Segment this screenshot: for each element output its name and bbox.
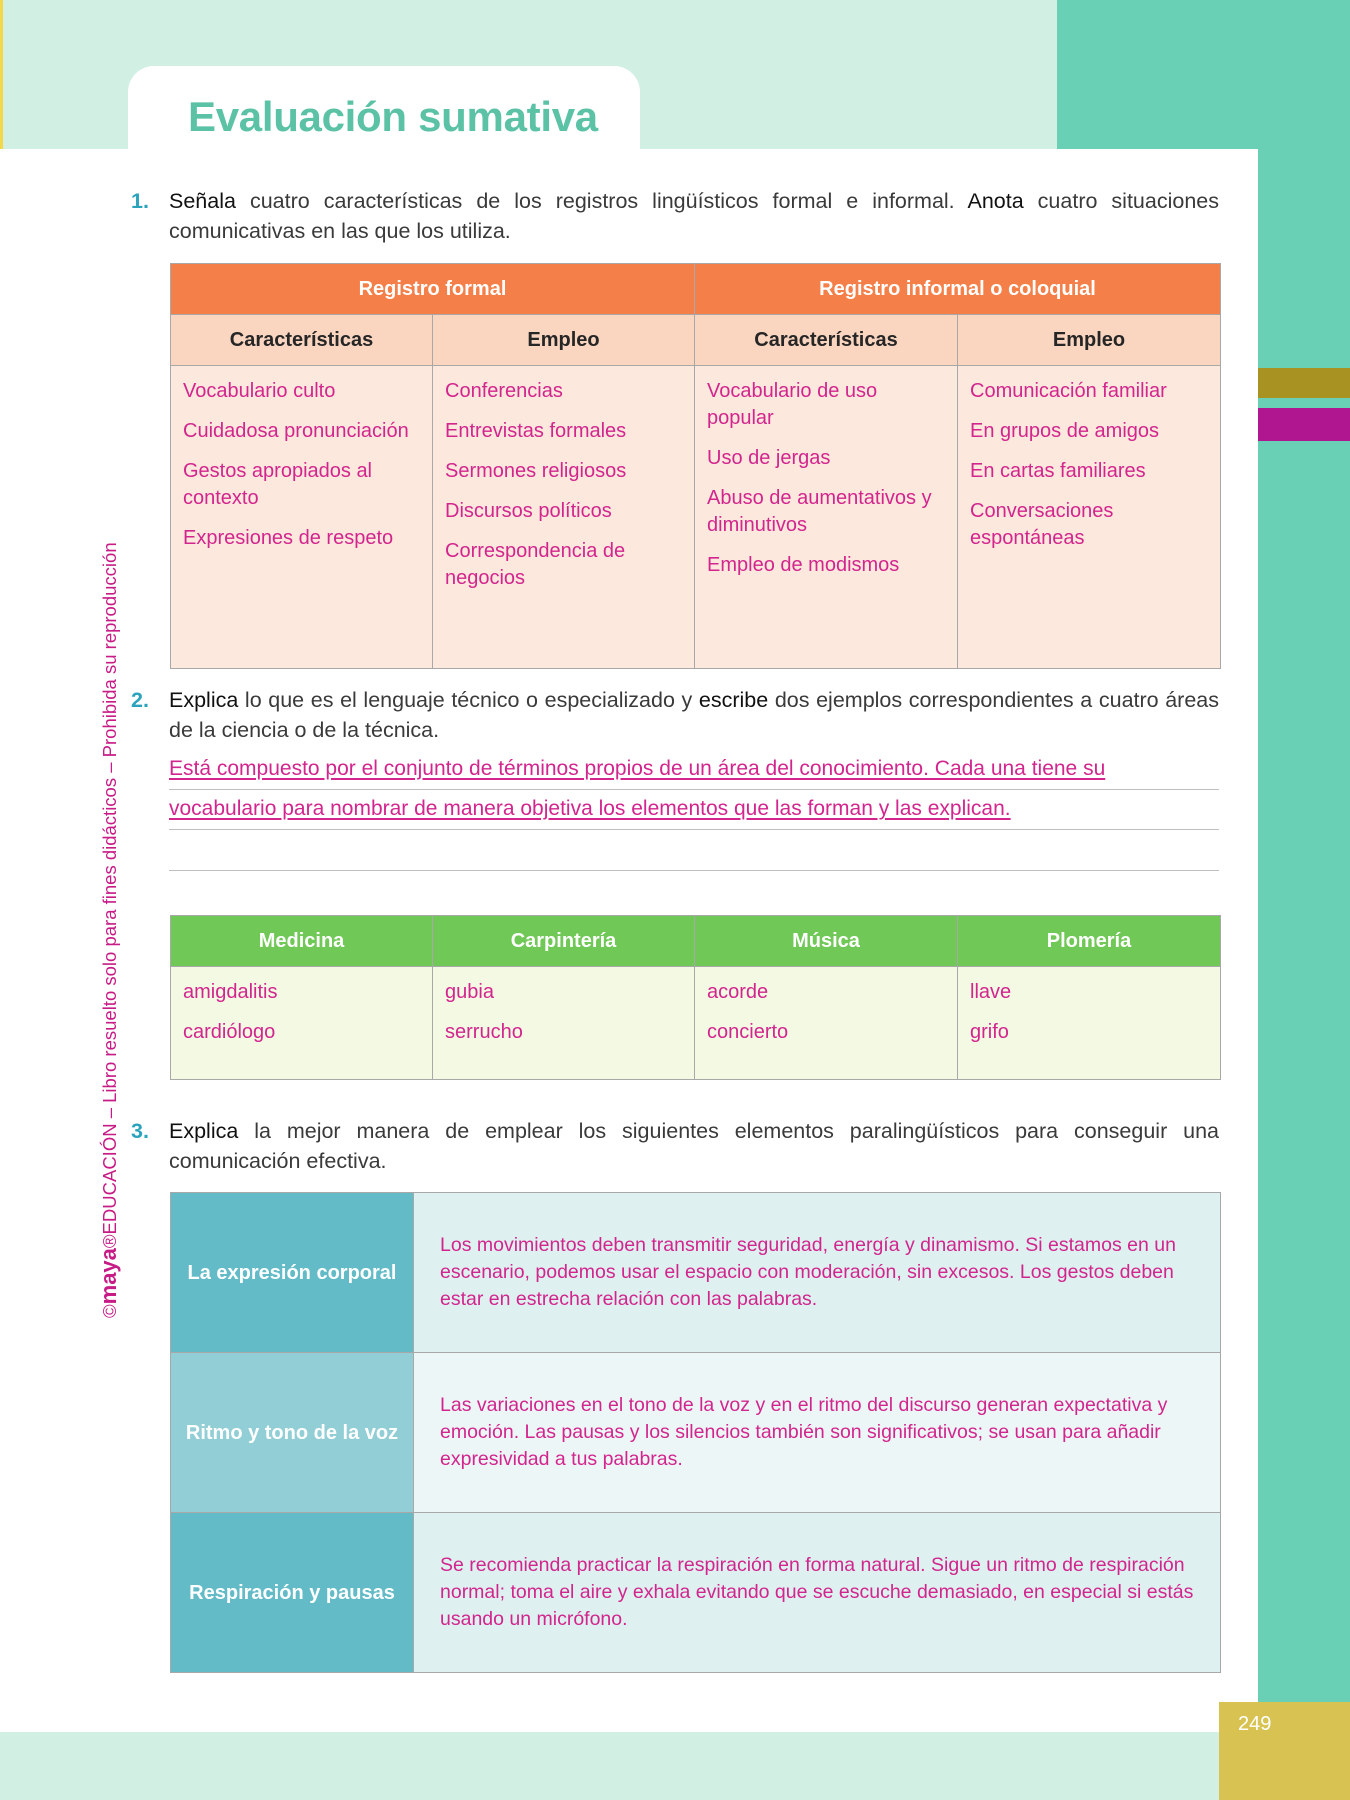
answer-line	[169, 749, 1219, 790]
table-cell	[171, 967, 433, 1080]
question-text	[169, 186, 1219, 246]
answer-item: cardiólogo	[183, 1021, 276, 1043]
row-answer: Las variaciones en el tono de la voz y en el ritmo del discurso generan expectativa y emoción. Las pausas y los silencios también son significativos; se usan para añadir expresividad a tus palabras.	[414, 1353, 1221, 1513]
answer-item: En grupos de amigos	[970, 420, 1160, 442]
answer-line	[169, 789, 1219, 830]
answer-item: Vocabulario culto	[183, 380, 336, 402]
answer-item: serrucho	[445, 1021, 523, 1043]
answer-item: concierto	[707, 1021, 789, 1043]
question-text-part: cuatro características de los registros lingüísticos formal e informal.	[235, 189, 968, 213]
question-text-part: cuatro situaciones comunicativas en las que los utiliza.	[169, 189, 1219, 243]
question-text-part: la mejor manera de emplear los siguientes elementos paralingüísticos para conseguir una comunicación efectiva.	[169, 1119, 1219, 1173]
technical-terms-table	[170, 915, 1221, 1080]
table-cell	[171, 366, 433, 669]
table-cell	[958, 967, 1221, 1080]
answer-item: Gestos apropiados al contexto	[183, 460, 373, 509]
instruction-verb: Señala	[169, 189, 236, 213]
page-title: Evaluación sumativa	[188, 93, 598, 140]
table-column-header: Características	[695, 315, 958, 366]
answer-item: Discursos políticos	[445, 500, 612, 522]
answer-line	[169, 830, 1219, 871]
answer-text: vocabulario para nombrar de manera objetiva los elementos que las forman y las explican.	[169, 797, 1011, 820]
table-column-header: Carpintería	[433, 916, 695, 967]
table-cell	[695, 967, 958, 1080]
question-3	[131, 1116, 1219, 1176]
table-column-header: Características	[171, 315, 433, 366]
decorative-teal-sidebar	[1258, 350, 1350, 1800]
question-1	[131, 186, 1219, 246]
registered-mark: ®	[99, 1234, 120, 1249]
answer-item: Cuidadosa pronunciación	[183, 420, 409, 442]
row-answer: Se recomienda practicar la respiración en forma natural. Sigue un ritmo de respiración normal; toma el aire y exhala evitando que se escuche demasiado, en especial si estás usando un micrófono.	[414, 1513, 1221, 1673]
instruction-verb: Explica	[169, 688, 239, 712]
footer-band	[0, 1732, 1350, 1800]
question-text	[169, 1116, 1219, 1176]
question-2	[131, 685, 1219, 745]
instruction-verb: Explica	[169, 1119, 239, 1143]
answer-text: Está compuesto por el conjunto de términos propios de un área del conocimiento. Cada una tiene su	[169, 757, 1106, 780]
instruction-verb: escribe	[698, 688, 769, 712]
table-group-header: Registro informal o coloquial	[695, 264, 1221, 315]
answer-item: acorde	[707, 981, 769, 1003]
table-group-header: Registro formal	[171, 264, 695, 315]
answer-item: Conversaciones espontáneas	[970, 500, 1114, 549]
paralinguistic-table	[170, 1192, 1221, 1673]
answer-item: llave	[970, 981, 1012, 1003]
table-column-header: Música	[695, 916, 958, 967]
question-text-part: dos ejemplos correspondientes a cuatro áreas de la ciencia o de la técnica.	[169, 688, 1220, 742]
page-edge-strip	[0, 0, 3, 150]
question-number: 1.	[131, 189, 149, 213]
answer-item: Sermones religiosos	[445, 460, 627, 482]
answer-item: Conferencias	[445, 380, 563, 402]
row-label: La expresión corporal	[171, 1193, 414, 1353]
row-answer: Los movimientos deben transmitir seguridad, energía y dinamismo. Si estamos en un escenario, podemos usar el espacio con moderación, sin excesos. Los gestos deben estar en estrecha relación con las palabras.	[414, 1193, 1221, 1353]
table-cell	[695, 366, 958, 669]
table-row	[171, 1353, 1221, 1513]
answer-item: Uso de jergas	[707, 447, 831, 469]
copyright-note	[96, 478, 122, 1318]
decorative-olive-tab	[1258, 368, 1350, 398]
answer-item: Vocabulario de uso popular	[707, 380, 878, 429]
table-cell	[433, 366, 695, 669]
answer-item: Correspondencia de negocios	[445, 540, 626, 589]
table-cell	[958, 366, 1221, 669]
registers-table	[170, 263, 1221, 669]
brand-logo-text: maya	[96, 1248, 121, 1305]
table-column-header: Empleo	[433, 315, 695, 366]
answer-item: En cartas familiares	[970, 460, 1146, 482]
question-text-part: lo que es el lenguaje técnico o especializado y	[238, 688, 699, 712]
question-number: 2.	[131, 688, 149, 712]
answer-item: amigdalitis	[183, 981, 278, 1003]
table-cell	[433, 967, 695, 1080]
page-number: 249	[1238, 1713, 1272, 1735]
copyright-symbol: ©	[99, 1304, 120, 1318]
table-column-header: Empleo	[958, 315, 1221, 366]
table-row	[171, 1193, 1221, 1353]
row-label: Respiración y pausas	[171, 1513, 414, 1673]
answer-item: Comunicación familiar	[970, 380, 1167, 402]
answer-item: gubia	[445, 981, 494, 1003]
answer-item: Entrevistas formales	[445, 420, 627, 442]
row-label: Ritmo y tono de la voz	[171, 1353, 414, 1513]
decorative-magenta-tab	[1258, 408, 1350, 441]
copyright-text: EDUCACIÓN – Libro resuelto solo para fines didácticos – Prohibida su reproducción	[99, 542, 120, 1235]
question-number: 3.	[131, 1119, 149, 1143]
table-row	[171, 1513, 1221, 1673]
instruction-verb: Anota	[967, 189, 1024, 213]
answer-item: Expresiones de respeto	[183, 527, 394, 549]
table-column-header: Medicina	[171, 916, 433, 967]
table-column-header: Plomería	[958, 916, 1221, 967]
answer-item: grifo	[970, 1021, 1009, 1043]
question-text	[169, 685, 1219, 745]
answer-item: Abuso de aumentativos y diminutivos	[707, 487, 932, 536]
answer-item: Empleo de modismos	[707, 554, 900, 576]
